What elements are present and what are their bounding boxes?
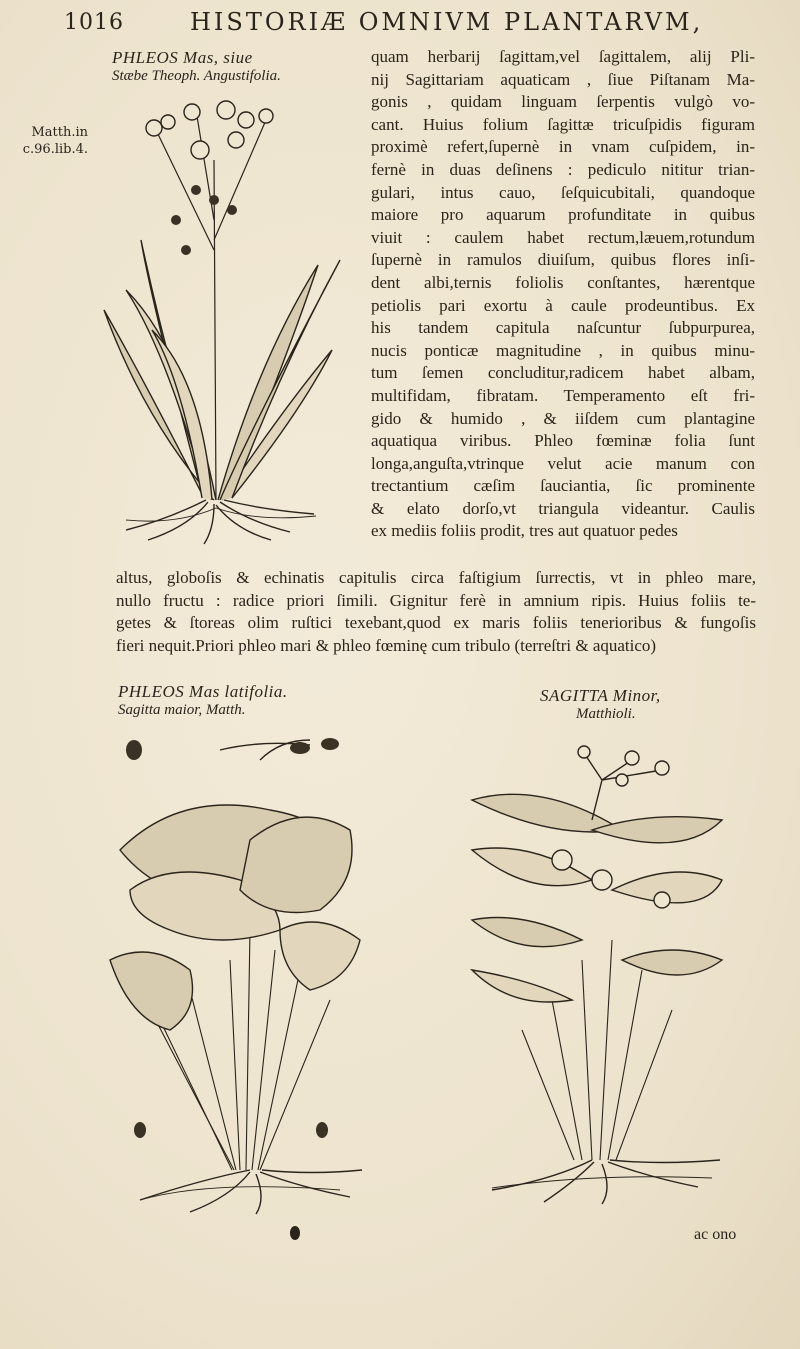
text-line: petiolis pari exortu à caule prodeuntibus. Ex xyxy=(371,295,755,315)
text-line: trectantium cæſim ſauciantia, ſic prominente xyxy=(371,476,755,496)
marginal-note-line: Matth.in xyxy=(31,125,88,140)
woodcut-phleos-latifolia xyxy=(100,730,370,1220)
caption-subtitle: Stæbe Theoph. Angustifolia. xyxy=(112,68,281,84)
text-line: fernè in duas deſinens : pediculo nititur trian- xyxy=(371,159,755,179)
text-line: nij Sagittariam aquaticam , ſiue Piſtanam Ma- xyxy=(371,69,755,89)
text-line: getes & ſtoreas olim ruſtici texebant,quod ex maris foliis tenerioribus & fungoſis xyxy=(116,613,756,633)
caption-title: SAGITTA Minor, xyxy=(540,686,661,705)
caption-subtitle: Sagitta maior, Matth. xyxy=(118,702,246,718)
marginal-note-line: c.96.lib.4. xyxy=(22,142,88,157)
body-text-right-column xyxy=(371,46,755,543)
woodcut-phleos-angustifolia xyxy=(96,100,356,550)
woodcut-sagitta-minor xyxy=(462,740,742,1210)
text-line: maiore pro aquarum profunditate in quibus xyxy=(371,205,755,225)
text-line: tum ſemen concluditur,radicem habet albam, xyxy=(371,363,755,383)
figure-caption-phleos-angustifolia xyxy=(112,48,281,85)
text-line: gido & humido , & iiſdem cum plantagine xyxy=(371,408,755,428)
text-line: dent albi,ternis foliolis conſtantes, hærentque xyxy=(371,272,755,292)
text-line: & elato dorſo,vt triangula videantur. Caulis xyxy=(371,498,755,518)
caption-title: PHLEOS Mas, siue xyxy=(112,48,253,67)
text-line: ſupernè in ramulos diuiſum, quibus flores inſi- xyxy=(371,250,755,270)
marginal-note xyxy=(20,124,88,158)
ink-dot xyxy=(290,1226,300,1240)
text-line: quam herbarij ſagittam,vel ſagittalem, alij Pli- xyxy=(371,47,755,66)
page-number: 1016 xyxy=(64,10,124,35)
caption-title: PHLEOS Mas latifolia. xyxy=(118,682,288,701)
text-line: nullo fructu : radice priori ſimili. Gignitur ferè in amnium ripis. Huius foliis te- xyxy=(116,590,756,610)
text-line: cant. Huius folium ſagittæ tricuſpidis figuram xyxy=(371,114,755,134)
text-line: multifidam, fibratam. Temperamento eſt fri- xyxy=(371,385,755,405)
text-line: altus, globoſis & echinatis capitulis circa faſtigium ſurrectis, vt in phleo mare, xyxy=(116,568,756,587)
text-line: proximè refert,ſupernè in vnam cuſpidem, in- xyxy=(371,137,755,157)
figure-caption-phleos-latifolia xyxy=(118,682,288,719)
body-text-full-width xyxy=(116,567,756,657)
text-line: nucis ponticæ magnitudine , in quibus minu- xyxy=(371,340,755,360)
text-line: longa,anguſta,vtrinque velut acie manum con xyxy=(371,453,755,473)
text-line: viuit : caulem habet rectum,læuem,rotundum xyxy=(371,227,755,247)
text-line: aquatiqua viribus. Phleo fœminæ folia ſunt xyxy=(371,431,755,451)
text-line: ex mediis foliis prodit, tres aut quatuor pedes xyxy=(371,521,678,541)
text-line: his tandem capitula naſcuntur ſubpurpurea, xyxy=(371,318,755,338)
text-line: gonis , quidam linguam ſerpentis vulgò vo- xyxy=(371,92,755,112)
catchword: ac ono xyxy=(694,1226,737,1243)
text-line: gulari, intus cauo, ſeſquicubitali, quandoque xyxy=(371,182,755,202)
figure-caption-sagitta-minor xyxy=(540,686,661,723)
running-title: HISTORIÆ OMNIVM PLANTARVM, xyxy=(190,8,704,36)
text-line: fieri nequit.Priori phleo mari & phleo fœminę cum tribulo (terreſtri & aquatico) xyxy=(116,635,657,655)
caption-subtitle: Matthioli. xyxy=(576,706,636,722)
